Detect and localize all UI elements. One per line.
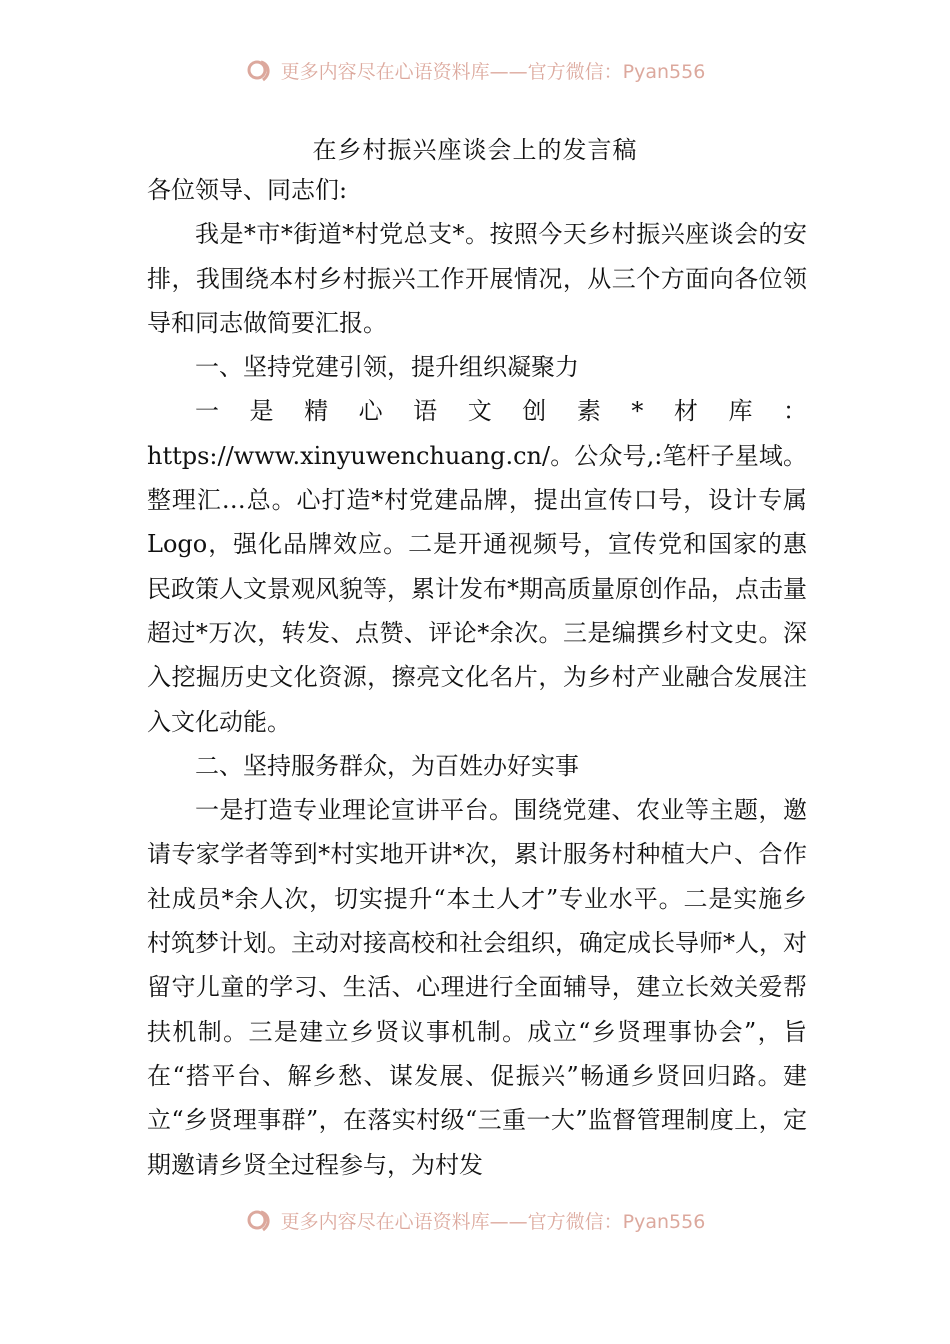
watermark-text: 更多内容尽在心语资料库——官方微信：Pyan556 bbox=[280, 60, 706, 83]
document-body bbox=[147, 168, 807, 1187]
watermark-text: 更多内容尽在心语资料库——官方微信：Pyan556 bbox=[280, 1210, 706, 1233]
section-heading: 二、坚持服务群众，为百姓办好实事 bbox=[195, 751, 579, 780]
document-title: 在乡村振兴座谈会上的发言稿 bbox=[312, 136, 638, 164]
paragraph: 一是打造专业理论宣讲平台。围绕党建、农业等主题，邀请专家学者等到*村实地开讲*次，累计服务村种植大户、合作社成员*余人次，切实提升“本土人才”专业水平。二是实施乡村筑梦计划。主动对接高校和社会组织，确定成长导师*人，对留守儿童的学习、生活、心理进行全面辅导，建立长效关爱帮扶机制。三是建立乡贤议事机制。成立“乡贤理事协会”，旨在“搭平台、解乡愁、谋发展、促振兴”畅通乡贤回归路。建立“乡贤理事群”，在落实村级“三重一大”监督管理制度上，定期邀请乡贤全过程参与，为村发 bbox=[147, 796, 807, 1179]
watermark-logo-icon bbox=[245, 58, 275, 82]
section-heading: 一、坚持党建引领，提升组织凝聚力 bbox=[195, 353, 579, 382]
watermark-banner-top bbox=[0, 57, 950, 83]
paragraph: 一是精心语文创素*材库：https://www.xinyuwenchuang.cn/。公众号,:笔杆子星域。整理汇…总。心打造*村党建品牌，提出宣传口号，设计专属Logo，强化品牌效应。二是开通视频号，宣传党和国家的惠民政策人文景观风貌等，累计发布*期高质量原创作品，点击量超过*万次，转发、点赞、评论*余次。三是编撰乡村文史。深入挖掘历史文化资源，擦亮文化名片，为乡村产业融合发展注入文化动能。 bbox=[147, 397, 807, 736]
paragraph: 我是*市*街道*村党总支*。按照今天乡村振兴座谈会的安排，我围绕本村乡村振兴工作开展情况，从三个方面向各位领导和同志做简要汇报。 bbox=[147, 220, 807, 337]
greeting: 各位领导、同志们: bbox=[147, 176, 348, 204]
watermark-logo-icon bbox=[245, 1208, 275, 1232]
watermark-banner-bottom bbox=[0, 1207, 950, 1233]
